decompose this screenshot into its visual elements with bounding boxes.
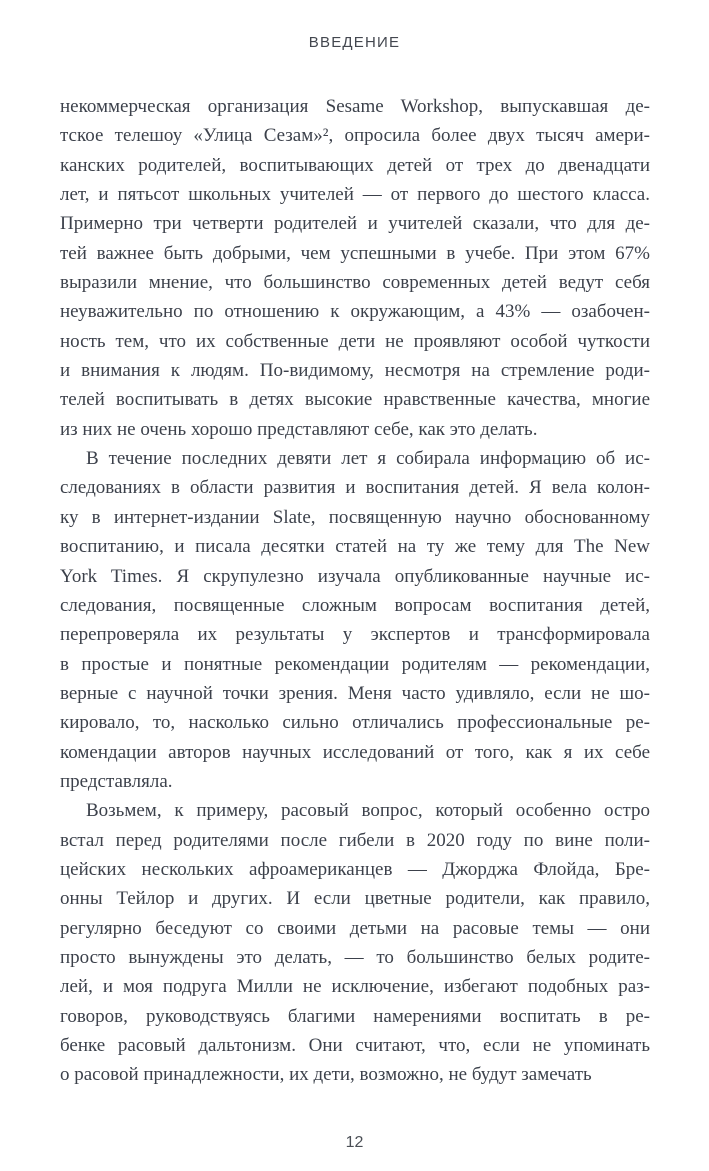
text-line: В течение последних девяти лет я собирала информацию об ис- [86, 448, 650, 470]
chapter-header: ВВЕДЕНИЕ [308, 34, 401, 51]
text-line: телей воспитывать в детях высокие нравственные качества, многие [60, 389, 650, 411]
text-line: в простые и понятные рекомендации родителям — рекомендации, [60, 653, 650, 675]
text-line: перепроверяла их результаты у экспертов и трансформировала [60, 624, 650, 646]
text-line: тей важнее быть добрыми, чем успешными в учебе. При этом 67% [60, 242, 650, 264]
text-line: онны Тейлор и других. И если цветные родители, как правило, [60, 888, 650, 910]
text-line: бенке расовый дальтонизм. Они считают, что, если не упоминать [60, 1035, 650, 1056]
text-line: представляла. [60, 770, 173, 792]
text-line: встал перед родителями после гибели в 2020 году по вине поли- [60, 829, 650, 851]
text-line: Примерно три четверти родителей и учителей сказали, что для де- [60, 213, 650, 235]
paragraph [60, 92, 650, 444]
text-line: некоммерческая организация Sesame Workshop, выпускавшая де- [60, 96, 650, 117]
page-number: 12 [345, 1134, 364, 1151]
text-block [60, 92, 650, 1090]
text-line: верные с научной точки зрения. Меня часто удивляло, если не шо- [60, 682, 650, 704]
text-line: ность тем, что их собственные дети не проявляют особой чуткости [60, 330, 650, 352]
text-line: канских родителей, воспитывающих детей от трех до двенадцати [60, 154, 650, 176]
text-line: следованиях в области развития и воспитания детей. Я вела колон- [60, 477, 650, 499]
text-line: из них не очень хорошо представляют себе, как это делать. [60, 418, 538, 440]
paragraph [60, 796, 650, 1089]
text-line: комендации авторов научных исследований от того, как я их себе [60, 741, 650, 763]
text-line: воспитанию, и писала десятки статей на ту же тему для The New [60, 536, 650, 558]
text-line: регулярно беседуют со своими детьми на расовые темы — они [60, 917, 650, 939]
text-line: следования, посвященные сложным вопросам воспитания детей, [60, 594, 650, 616]
text-line: говоров, руководствуясь благими намерениями воспитать в ре- [60, 1005, 650, 1027]
text-line: York Times. Я скрупулезно изучала опубликованные научные ис- [60, 565, 650, 587]
text-line: неуважительно по отношению к окружающим, а 43% — озабочен- [60, 301, 650, 323]
text-line: просто вынуждены это делать, — то большинство белых родите- [60, 946, 650, 968]
text-line: тское телешоу «Улица Сезам»², опросила более двух тысяч амери- [60, 125, 650, 147]
text-line: лет, и пятьсот школьных учителей — от первого до шестого класса. [60, 184, 650, 206]
text-line: ку в интернет-издании Slate, посвященную научно обоснованному [60, 506, 650, 528]
paragraph [60, 444, 650, 796]
text-line: кировало, то, насколько сильно отличались профессиональные ре- [60, 712, 650, 734]
text-line: о расовой принадлежности, их дети, возможно, не будут замечать [60, 1064, 592, 1086]
text-line: лей, и моя подруга Милли не исключение, избегают подобных раз- [60, 976, 650, 998]
text-line: Возьмем, к примеру, расовый вопрос, который особенно остро [86, 800, 650, 822]
text-line: и внимания к людям. По-видимому, несмотря на стремление роди- [60, 360, 650, 382]
text-line: цейских нескольких афроамериканцев — Джорджа Флойда, Бре- [60, 858, 650, 880]
text-line: выразили мнение, что большинство современных детей ведут себя [60, 272, 650, 294]
